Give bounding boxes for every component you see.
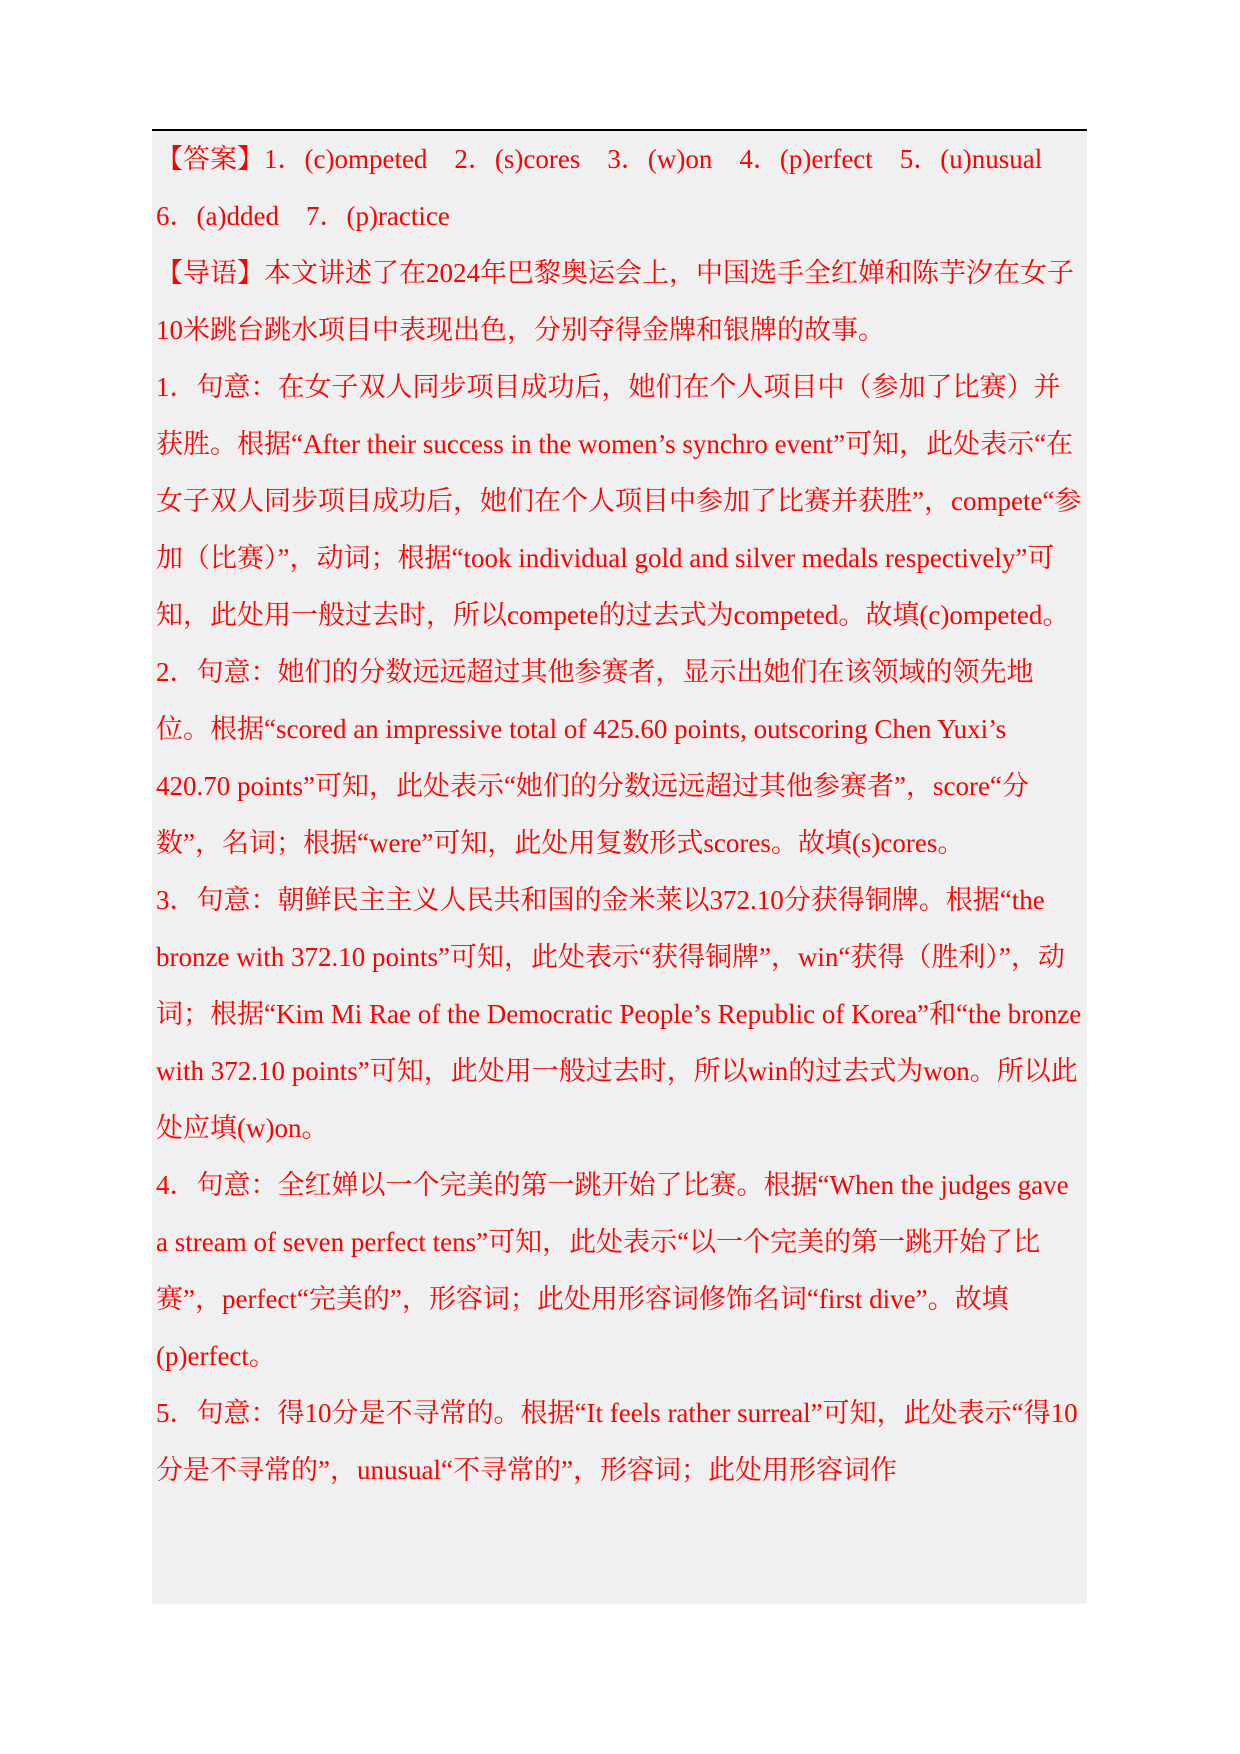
explanation-3: 3．句意：朝鲜民主主义人民共和国的金米莱以372.10分获得铜牌。根据“the bronze with 372.10 points”可知，此处表示“获得铜牌”，win“获得（胜利）”，动词；根据“Kim Mi Rae of the Democratic People’s Republic of Korea”和“the bronze with 372.10 points”可知，此处用一般过去时，所以win的过去式为won。所以此处应填(w)on。: [156, 885, 1082, 1143]
explanation-5: 5．句意：得10分是不寻常的。根据“It feels rather surreal”可知，此处表示“得10分是不寻常的”，unusual“不寻常的”，形容词；此处用形容词作: [156, 1398, 1078, 1485]
answer-line: 【答案】1．(c)ompeted 2．(s)cores 3．(w)on 4．(p)erfect 5．(u)nusual 6．(a)dded 7．(p)ractice: [156, 144, 1070, 231]
explanation-2: 2．句意：她们的分数远远超过其他参赛者，显示出她们在该领域的领先地位。根据“scored an impressive total of 425.60 points, outscoring Chen Yuxi’s 420.70 points”可知，此处表示“她们的分数远远超过其他参赛者”，score“分数”，名词；根据“were”可知，此处用复数形式scores。故填(s)cores。: [156, 657, 1034, 858]
answer-explanation-block: [152, 131, 1087, 1604]
explanation-1: 1．句意：在女子双人同步项目成功后，她们在个人项目中（参加了比赛）并获胜。根据“After their success in the women’s synchro event”可知，此处表示“在女子双人同步项目成功后，她们在个人项目中参加了比赛并获胜”，compete“参加（比赛）”，动词；根据“took individual gold and silver medals respectively”可知，此处用一般过去时，所以compete的过去式为competed。故填(c)ompeted。: [156, 372, 1082, 630]
intro-paragraph: 【导语】本文讲述了在2024年巴黎奥运会上，中国选手全红婵和陈芋汐在女子10米跳台跳水项目中表现出色，分别夺得金牌和银牌的故事。: [156, 258, 1074, 345]
explanation-4: 4．句意：全红婵以一个完美的第一跳开始了比赛。根据“When the judges gave a stream of seven perfect tens”可知，此处表示“以一个完美的第一跳开始了比赛”，perfect“完美的”，形容词；此处用形容词修饰名词“first dive”。故填(p)erfect。: [156, 1170, 1069, 1371]
